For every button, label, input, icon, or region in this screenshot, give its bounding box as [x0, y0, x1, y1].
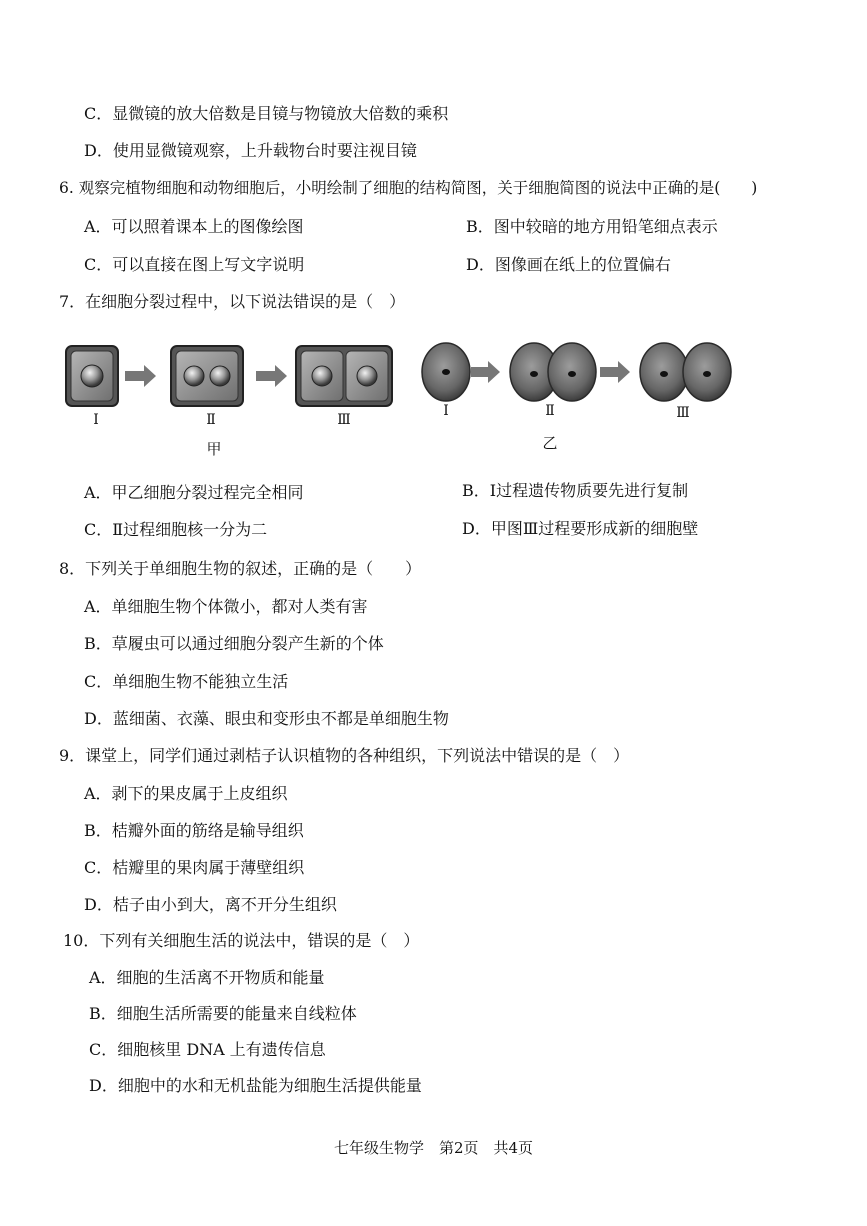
question-9-option-c: C．桔瓣里的果肉属于薄壁组织 — [84, 858, 305, 877]
option-d: D．使用显微镜观察，上升载物台时要注视目镜 — [84, 141, 417, 160]
animal-stage-3-label: Ⅲ — [676, 405, 690, 421]
page-footer: 七年级生物学 第2页 共4页 — [333, 1139, 534, 1157]
question-10-option-d: D．细胞中的水和无机盐能为细胞生活提供能量 — [89, 1076, 422, 1095]
question-10-stem: 10．下列有关细胞生活的说法中，错误的是（ ） — [63, 931, 420, 950]
animal-cell-stage-2 — [510, 343, 596, 401]
question-8-option-b: B．草履虫可以通过细胞分裂产生新的个体 — [84, 634, 384, 653]
question-6-option-d: D．图像画在纸上的位置偏右 — [466, 255, 671, 274]
question-8-stem: 8．下列关于单细胞生物的叙述，正确的是（ ） — [59, 559, 422, 578]
plant-stage-2-label: Ⅱ — [206, 412, 216, 428]
question-9-stem: 9．课堂上，同学们通过剥桔子认识植物的各种组织，下列说法中错误的是（ ） — [59, 746, 630, 765]
plant-stage-3-label: Ⅲ — [337, 412, 351, 428]
question-9-option-a: A．剥下的果皮属于上皮组织 — [84, 784, 288, 803]
animal-cell-stage-3 — [640, 343, 731, 401]
question-6-option-b: B．图中较暗的地方用铅笔细点表示 — [466, 217, 718, 236]
arrow-icon — [125, 365, 156, 387]
question-6-option-a: A．可以照着课本上的图像绘图 — [84, 217, 304, 236]
plant-cell-stage-1 — [66, 346, 118, 406]
arrow-icon — [600, 361, 630, 383]
animal-cell-division-figure — [414, 334, 740, 410]
animal-cell-stage-1 — [422, 343, 470, 401]
question-7-option-b: B．Ⅰ过程遗传物质要先进行复制 — [462, 481, 689, 500]
question-10-option-b: B．细胞生活所需要的能量来自线粒体 — [89, 1004, 357, 1023]
figure-yi-label: 乙 — [542, 434, 558, 452]
arrow-icon — [471, 361, 500, 383]
option-c: C．显微镜的放大倍数是目镜与物镜放大倍数的乘积 — [84, 104, 449, 123]
figure-jia-label: 甲 — [206, 440, 222, 458]
question-7-option-c: C．Ⅱ过程细胞核一分为二 — [84, 520, 268, 539]
question-8-option-c: C．单细胞生物不能独立生活 — [84, 672, 289, 691]
animal-stage-1-label: Ⅰ — [443, 403, 449, 419]
question-9-option-b: B．桔瓣外面的筋络是输导组织 — [84, 821, 304, 840]
question-10-option-c: C．细胞核里 DNA 上有遗传信息 — [89, 1040, 326, 1059]
animal-stage-2-label: Ⅱ — [545, 403, 555, 419]
question-7-stem: 7．在细胞分裂过程中，以下说法错误的是（ ） — [59, 292, 406, 311]
question-10-option-a: A．细胞的生活离不开物质和能量 — [89, 968, 325, 987]
question-8-option-a: A．单细胞生物个体微小，都对人类有害 — [84, 597, 368, 616]
question-6-stem: 6. 观察完植物细胞和动物细胞后，小明绘制了细胞的结构简图，关于细胞简图的说法中正确的是( ) — [59, 179, 758, 197]
question-6-option-c: C．可以直接在图上写文字说明 — [84, 255, 305, 274]
question-9-option-d: D．桔子由小到大，离不开分生组织 — [84, 895, 337, 914]
plant-cell-division-figure — [60, 338, 400, 418]
question-7-option-a: A．甲乙细胞分裂过程完全相同 — [84, 483, 304, 502]
question-8-option-d: D．蓝细菌、衣藻、眼虫和变形虫不都是单细胞生物 — [84, 709, 449, 728]
question-7-option-d: D．甲图Ⅲ过程要形成新的细胞壁 — [462, 519, 699, 538]
plant-cell-stage-2 — [171, 346, 243, 406]
plant-cell-stage-3 — [296, 346, 392, 406]
arrow-icon — [256, 365, 287, 387]
plant-stage-1-label: Ⅰ — [93, 412, 99, 428]
